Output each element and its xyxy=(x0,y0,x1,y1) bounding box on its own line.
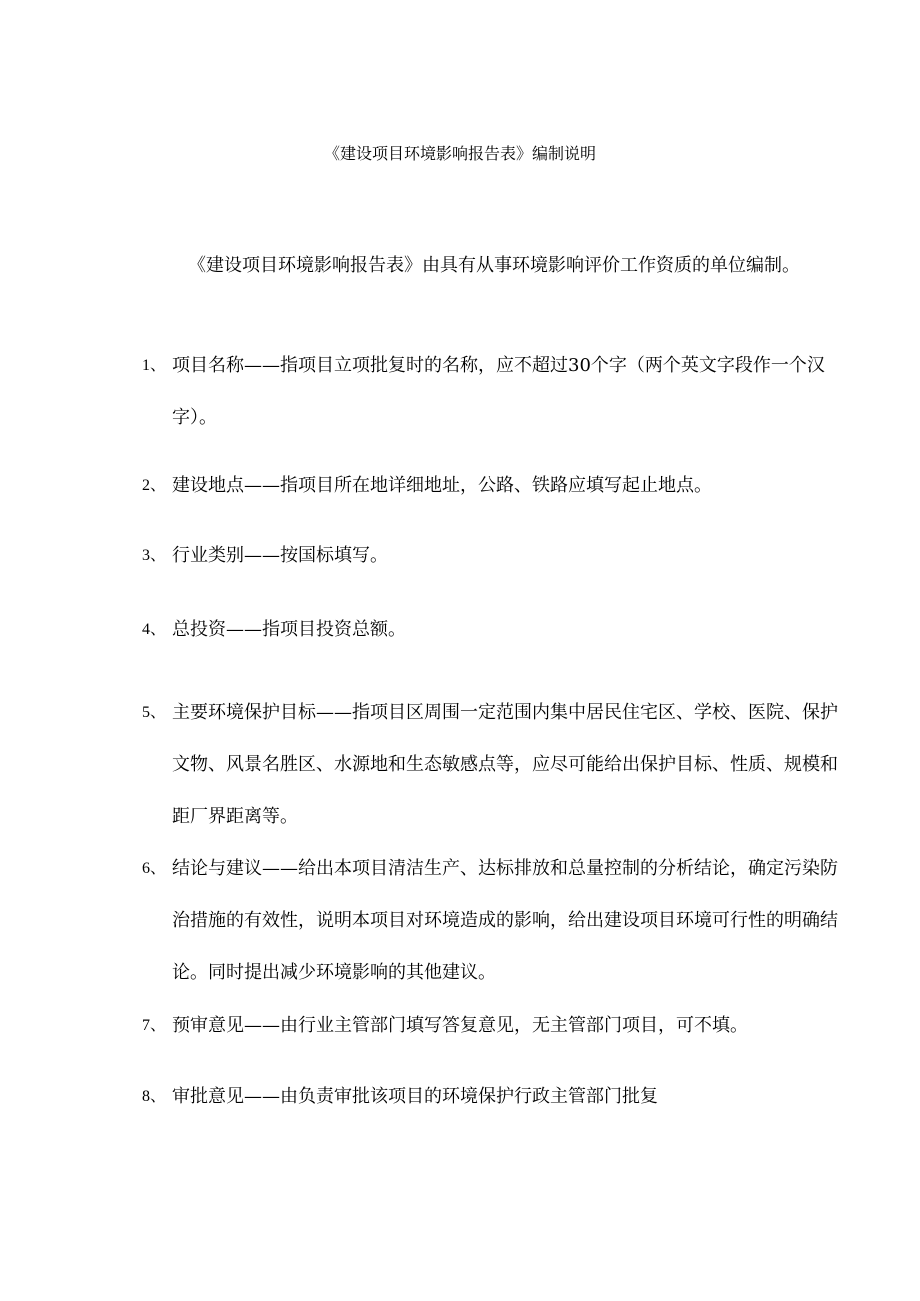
list-item-3 xyxy=(142,530,842,582)
list-item-8 xyxy=(142,1071,842,1123)
item-number: 6、 xyxy=(142,860,167,877)
item-text: 审批意见——由负责审批该项目的环境保护行政主管部门批复 xyxy=(172,1086,658,1107)
item-text: 主要环境保护目标——指项目区周围一定范围内集中居民住宅区、学校、医院、保护文物、风景名胜区、水源地和生态敏感点等，应尽可能给出保护目标、性质、规模和距厂界距离等。 xyxy=(172,702,838,827)
item-number: 8、 xyxy=(142,1088,167,1105)
item-text: 结论与建议——给出本项目清洁生产、达标排放和总量控制的分析结论，确定污染防治措施的有效性，说明本项目对环境造成的影响，给出建设项目环境可行性的明确结论。同时提出减少环境影响的其他建议。 xyxy=(172,858,838,983)
item-text: 建设地点——指项目所在地详细地址，公路、铁路应填写起止地点。 xyxy=(172,475,712,496)
list-item-7 xyxy=(142,1000,842,1052)
list-item-5 xyxy=(142,687,842,843)
list-item-6 xyxy=(142,843,842,999)
item-number: 2、 xyxy=(142,477,167,494)
item-number: 7、 xyxy=(142,1017,167,1034)
item-text: 预审意见——由行业主管部门填写答复意见，无主管部门项目，可不填。 xyxy=(172,1015,748,1036)
item-text: 总投资——指项目投资总额。 xyxy=(172,619,406,640)
item-number: 1、 xyxy=(142,357,167,374)
list-item-2 xyxy=(142,460,842,512)
list-item-1 xyxy=(142,340,842,444)
item-number: 5、 xyxy=(142,704,167,721)
list-item-4 xyxy=(142,604,842,656)
item-text: 项目名称——指项目立项批复时的名称，应不超过30个字（两个英文字段作一个汉字）。 xyxy=(172,355,825,428)
document-title: 《建设项目环境影响报告表》编制说明 xyxy=(323,144,596,163)
intro-paragraph xyxy=(150,240,840,292)
item-number: 3、 xyxy=(142,547,167,564)
intro-text: 《建设项目环境影响报告表》由具有从事环境影响评价工作资质的单位编制。 xyxy=(188,255,800,276)
item-number: 4、 xyxy=(142,621,167,638)
item-text: 行业类别——按国标填写。 xyxy=(172,545,388,566)
